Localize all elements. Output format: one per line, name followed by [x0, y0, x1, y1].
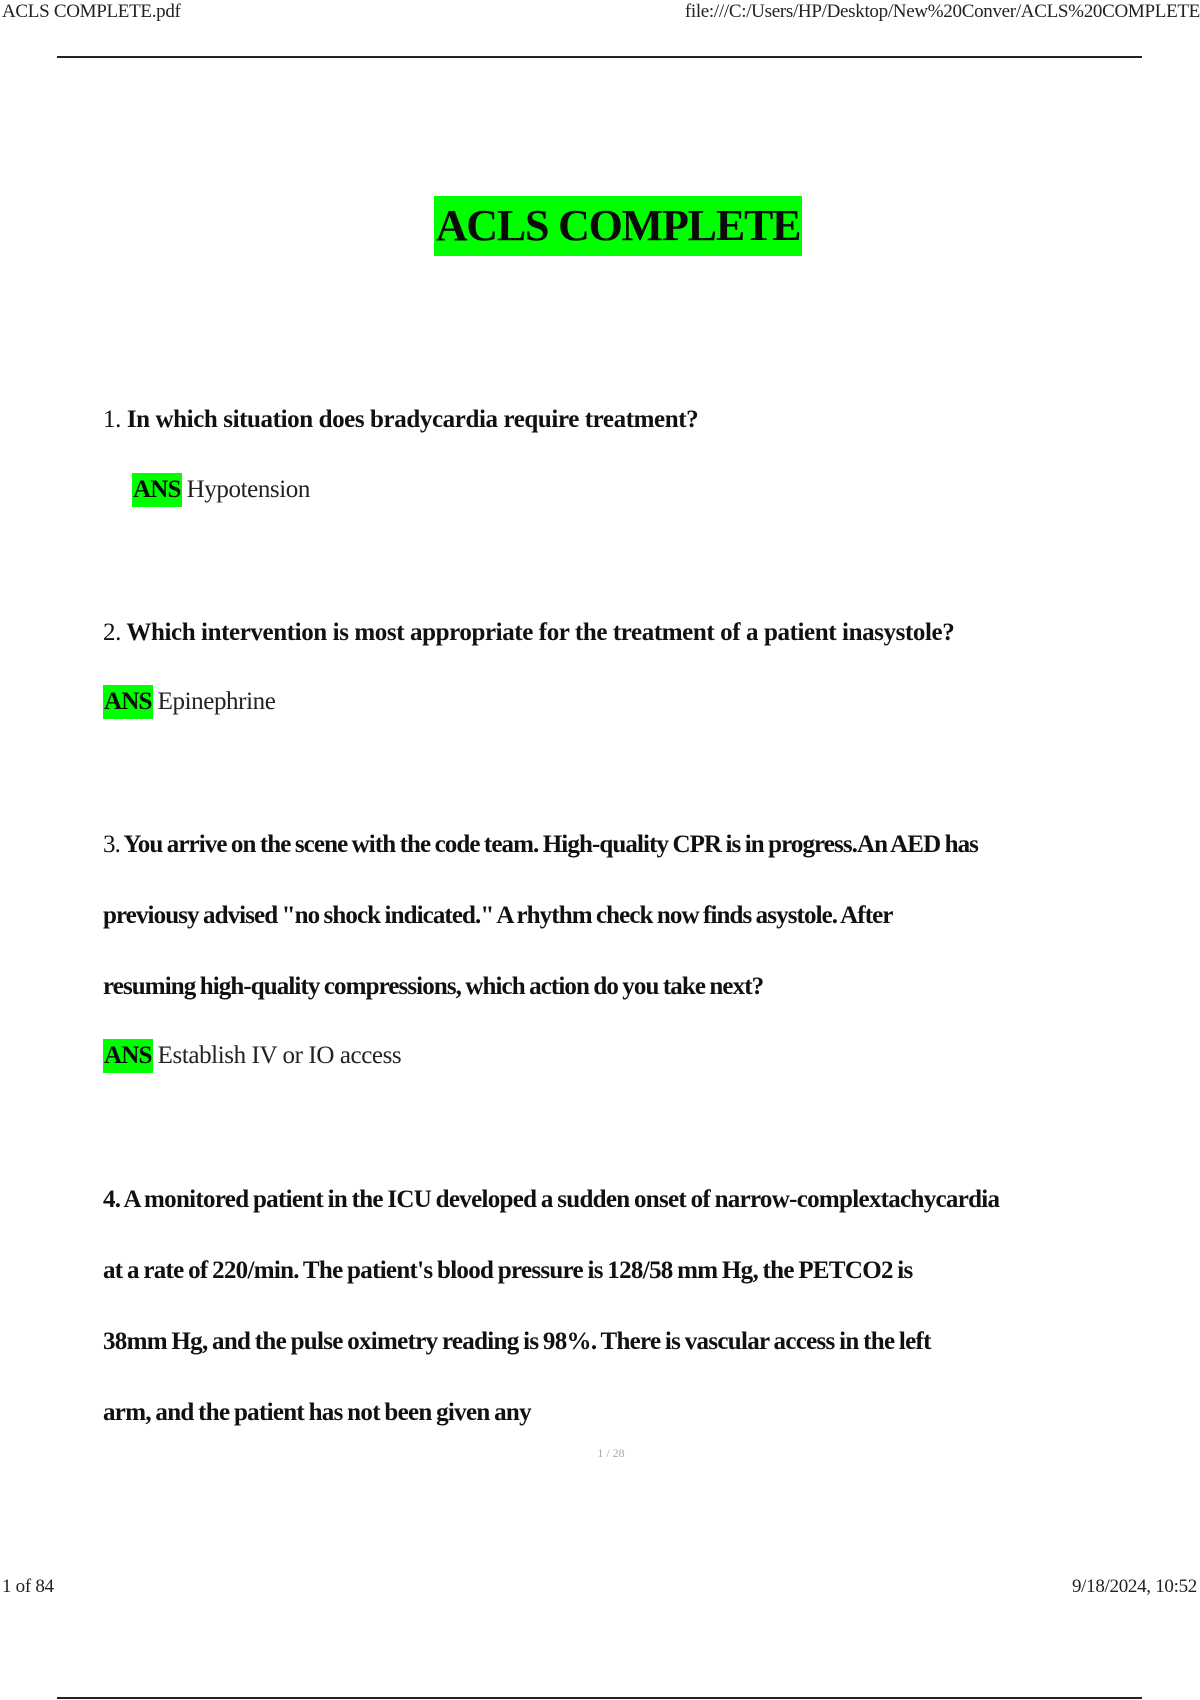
question-line-2: previousy advised "no shock indicated." A rhythm check now finds asystole. After [103, 902, 893, 929]
question-4 [103, 1164, 1143, 1448]
answer-label-highlight: ANS [132, 473, 182, 507]
document-title: ACLS COMPLETE [434, 196, 803, 256]
question-text: In which situation does bradycardia require treatment? [126, 406, 699, 433]
print-header-filename: ACLS COMPLETE.pdf [2, 1, 181, 22]
question-2 [103, 597, 1143, 668]
question-number: 3. [103, 831, 120, 858]
question-number: 1. [103, 406, 121, 433]
question-number: 4. [103, 1186, 121, 1213]
header-divider [57, 56, 1142, 58]
answer-label-highlight: ANS [103, 685, 153, 719]
answer-2 [103, 685, 275, 719]
question-text: Which intervention is most appropriate for the treatment of a patient inasystole? [126, 619, 955, 646]
answer-text: Establish IV or IO access [157, 1042, 402, 1069]
answer-1 [132, 473, 310, 507]
question-line-1: A monitored patient in the ICU developed a sudden onset of narrow-complextachycardia [123, 1186, 1000, 1213]
print-header-url: file:///C:/Users/HP/Desktop/New%20Conver/ACLS%20COMPLETE [684, 1, 1200, 22]
question-line-2: at a rate of 220/min. The patient's blood pressure is 128/58 mm Hg, the PETCO2 is [103, 1257, 913, 1284]
question-line-4: arm, and the patient has not been given any [103, 1399, 531, 1426]
print-footer-datetime: 9/18/2024, 10:52 [1071, 1576, 1197, 1597]
answer-text: Hypotension [186, 476, 310, 503]
answer-text: Epinephrine [157, 688, 276, 715]
question-line-1: You arrive on the scene with the code team. High-quality CPR is in progress.An AED has [123, 831, 979, 858]
question-1 [103, 384, 1143, 455]
question-3 [103, 809, 1143, 1022]
question-line-3: 38mm Hg, and the pulse oximetry reading is 98%. There is vascular access in the left [103, 1328, 931, 1355]
answer-3 [103, 1039, 401, 1073]
document-title-container [0, 196, 1200, 256]
answer-label-highlight: ANS [103, 1039, 153, 1073]
question-number: 2. [103, 619, 121, 646]
page-counter: 1 / 28 [597, 1446, 625, 1460]
question-line-3: resuming high-quality compressions, which action do you take next? [103, 973, 764, 1000]
footer-divider [57, 1697, 1142, 1699]
print-footer-page: 1 of 84 [2, 1576, 54, 1597]
